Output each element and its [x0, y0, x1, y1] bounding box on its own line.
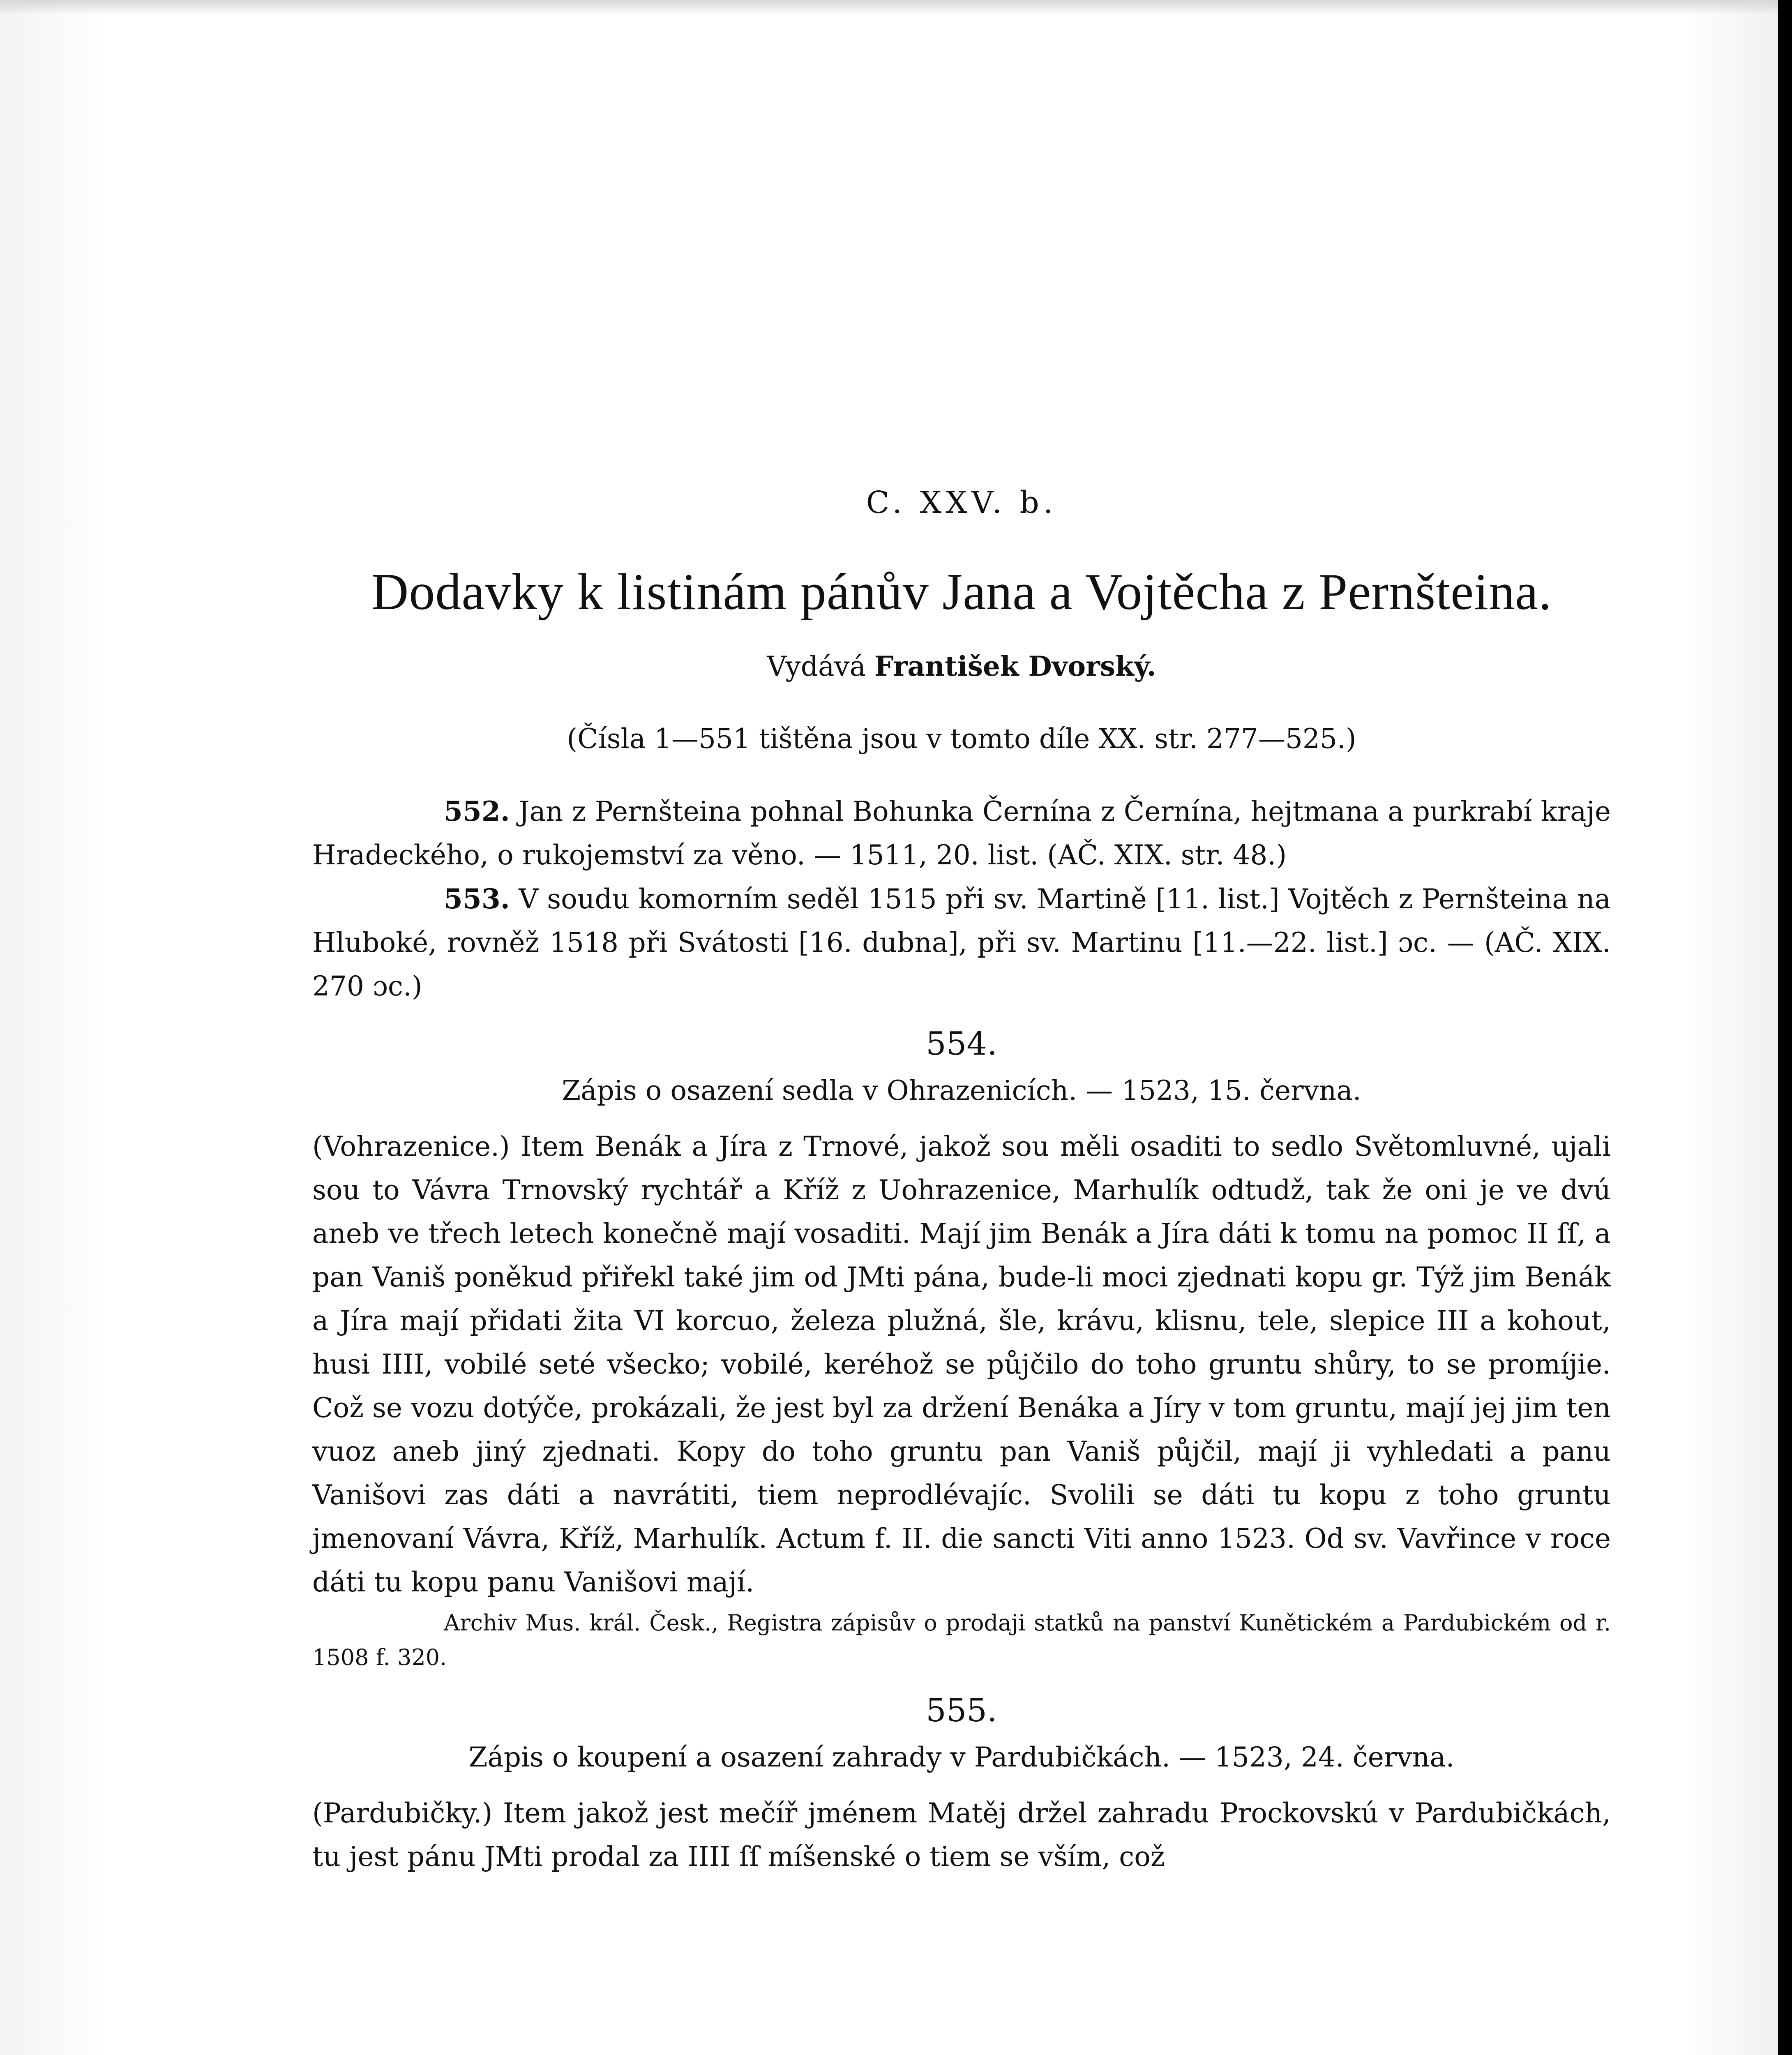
- document-body-554: (Vohrazenice.) Item Benák a Jíra z Trnové, jakož sou měli osaditi to sedlo Světomluvné, ujali sou to Vávra Trnovský rychtář a Kříž z Uohrazenice, Marhulík odtudž, tak že oni je ve dvú aneb ve třech letech konečně mají vosaditi. Mají jim Benák a Jíra dáti k tomu na pomoc II ſſ, a pan Vaniš poněkud přiřekl také jim od JMti pána, bude-li moci zjednati kopu gr. Týž jim Benák a Jíra mají přidati žita VI korcuo, železa plužná, šle, krávu, klisnu, tele, slepice III a kohout, husi IIII, vobilé seté všecko; vobilé, keréhož se půjčilo do toho gruntu shůry, to se promíjie. Což se vozu dotýče, prokázali, že jest byl za držení Benáka a Jíry v tom gruntu, mají jej jim ten vuoz aneb jiný zjednati. Kopy do toho gruntu pan Vaniš půjčil, mají ji vyhledati a panu Vanišovi zas dáti a navrátiti, tiem neprodlévajíc. Svolili se dáti tu kopu z toho gruntu jmenovaní Vávra, Kříž, Marhulík. Actum f. II. die sancti Viti anno 1523. Od sv. Vavřince v roce dáti tu kopu panu Vanišovi mají.: [312, 1131, 1611, 1598]
- entry-552: [312, 790, 1611, 877]
- byline-prefix: Vydává: [767, 651, 866, 682]
- editor-name: František Dvorský.: [874, 650, 1156, 682]
- document-source-554: Archiv Mus. král. Česk., Registra zápisův o prodaji statků na panství Kunětickém a Pardubickém od r. 1508 f. 320.: [312, 1610, 1611, 1670]
- entry-number: 553.: [444, 883, 510, 915]
- numbering-note: (Čísla 1—551 tištěna jsou v tomto díle XX. str. 277—525.): [567, 723, 1356, 755]
- document-body-555: (Pardubičky.) Item jakož jest mečíř jménem Matěj držel zahradu Prockovskú v Pardubičkách, tu jest pánu JMti prodal za IIII ſſ míšenské o tiem se vším, což: [312, 1797, 1611, 1873]
- scan-right-border: [1778, 0, 1792, 2055]
- entry-text: Jan z Pernšteina pohnal Bohunka Černína z Černína, hejtmana a purkrabí kraje Hradeckého, o rukojemství za věno. — 1511, 20. list. (AČ. XIX. str. 48.): [312, 796, 1611, 871]
- scan-top-shadow: [0, 0, 1792, 15]
- document-heading-555: Zápis o koupení a osazení zahrady v Pardubičkách. — 1523, 24. června.: [468, 1741, 1455, 1773]
- entry-text: V soudu komorním seděl 1515 při sv. Martině [11. list.] Vojtěch z Pernšteina na Hluboké, rovněž 1518 při Svátosti [16. dubna], při sv. Martinu [11.—22. list.] ɔc. — (AČ. XIX. 270 ɔc.): [312, 883, 1611, 1002]
- page-title: Dodavky k listinám pánův Jana a Vojtěcha z Pernšteina.: [371, 563, 1552, 621]
- document-heading-554: Zápis o osazení sedla v Ohrazenicích. — 1523, 15. června.: [562, 1075, 1361, 1106]
- entry-number: 552.: [444, 795, 510, 827]
- document-number-555: 555.: [926, 1692, 997, 1729]
- document-number-554: 554.: [926, 1025, 997, 1062]
- byline: [312, 644, 1611, 688]
- page-content: [312, 481, 1611, 1879]
- section-label: C. XXV. b.: [866, 485, 1057, 520]
- entry-553: [312, 877, 1611, 1008]
